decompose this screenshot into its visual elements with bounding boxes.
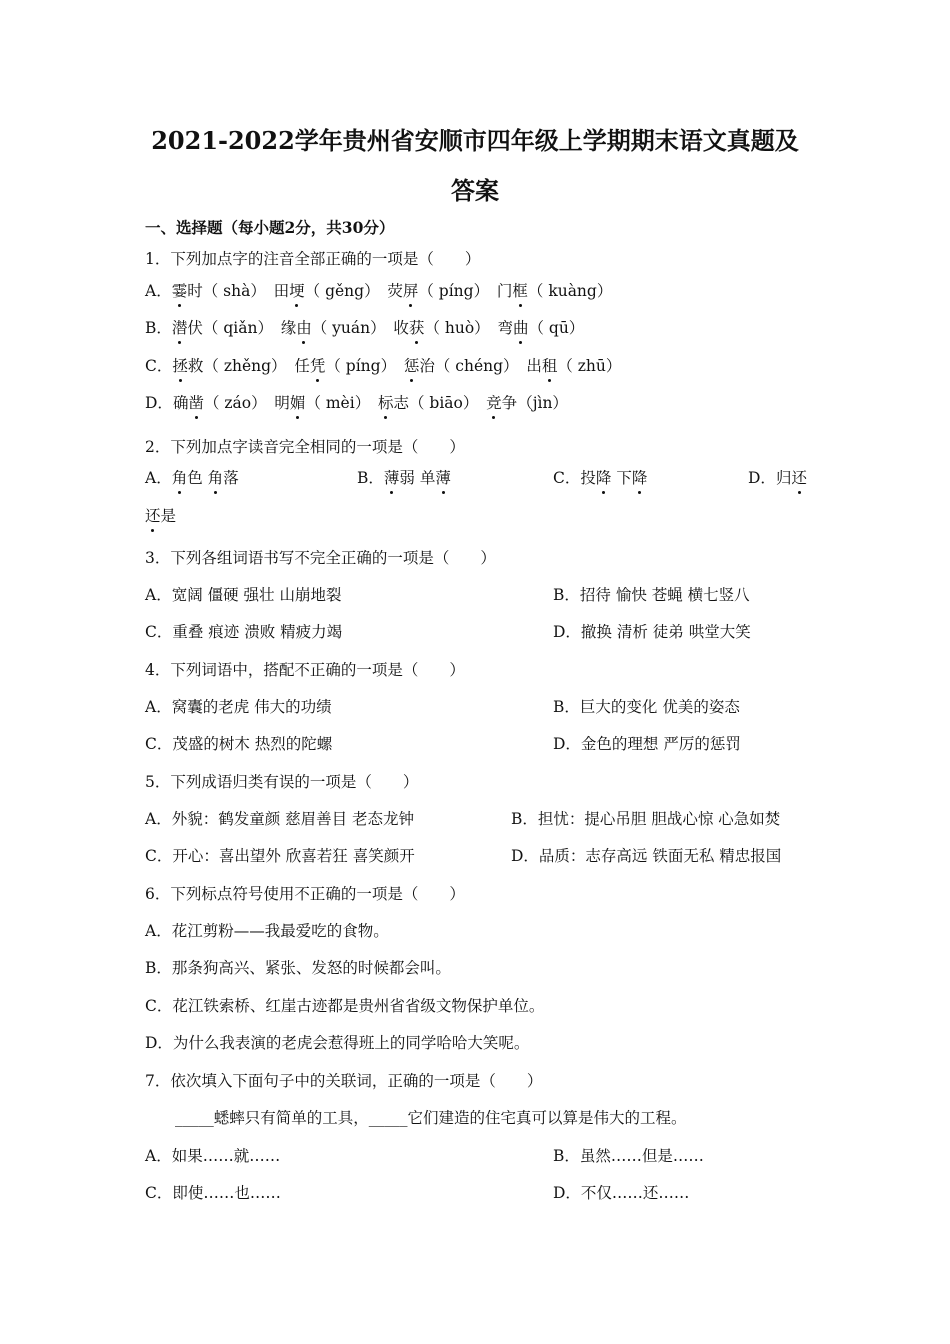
q6-option-c: C．花江铁索桥、红崖古迹都是贵州省省级文物保护单位。: [145, 997, 545, 1015]
q3-option-b: B．招待 愉快 苍蝇 横七竖八: [553, 586, 750, 604]
q7-option-a: A．如果……就……: [145, 1147, 281, 1165]
q2-option-a: A．角色 角落: [145, 469, 239, 487]
q3-stem: 3．下列各组词语书写不完全正确的一项是（ ）: [145, 549, 496, 567]
section-heading: 一、选择题（每小题2分，共30分）: [145, 218, 395, 237]
document-title-line1: 2021-2022学年贵州省安顺市四年级上学期期末语文真题及: [151, 126, 799, 155]
q4-option-d: D．金色的理想 严厉的惩罚: [553, 735, 741, 753]
q5-option-c: C．开心：喜出望外 欣喜若狂 喜笑颜开: [145, 847, 415, 865]
q1-option-d: D．确凿（ záo） 明媚（ mèi） 标志（ biāo） 竞争（jìn）: [145, 394, 568, 412]
q3-option-d: D．撤换 清析 徒弟 哄堂大笑: [553, 623, 751, 641]
q3-option-a: A．宽阔 僵硬 强壮 山崩地裂: [145, 586, 342, 604]
q6-option-a: A．花江剪粉——我最爱吃的食物。: [145, 922, 389, 940]
document-title-line2: 答案: [451, 176, 499, 205]
q7-option-b: B．虽然……但是……: [553, 1147, 704, 1165]
q6-option-d: D．为什么我表演的老虎会惹得班上的同学哈哈大笑呢。: [145, 1034, 530, 1052]
q5-stem: 5．下列成语归类有误的一项是（ ）: [145, 773, 419, 791]
q2-option-c: C．投降 下降: [553, 469, 648, 487]
q5-option-a: A．外貌：鹤发童颜 慈眉善目 老态龙钟: [145, 810, 415, 828]
q3-option-c: C．重叠 痕迹 溃败 精疲力竭: [145, 623, 343, 641]
q1-stem: 1．下列加点字的注音全部正确的一项是（ ）: [145, 250, 481, 268]
q1-option-a: A．霎时（ shà） 田埂（ gěng） 荧屏（ píng） 门框（ kuàng）: [145, 282, 613, 300]
q2-option-b: B．薄弱 单薄: [357, 469, 451, 487]
q2-option-d-part2: 还是: [145, 507, 177, 525]
q6-option-b: B．那条狗高兴、紧张、发怒的时候都会叫。: [145, 959, 451, 977]
q7-stem: 7．依次填入下面句子中的关联词，正确的一项是（ ）: [145, 1072, 543, 1090]
q5-option-b: B．担忧：提心吊胆 胆战心惊 心急如焚: [511, 810, 781, 828]
q7-option-d: D．不仅……还……: [553, 1184, 690, 1202]
q7-sentence: _____蟋蟀只有简单的工具，_____它们建造的住宅真可以算是伟大的工程。: [175, 1109, 687, 1127]
q4-option-a: A．窝囊的老虎 伟大的功绩: [145, 698, 332, 716]
q7-option-c: C．即使……也……: [145, 1184, 281, 1202]
q4-option-b: B．巨大的变化 优美的姿态: [553, 698, 740, 716]
q6-stem: 6．下列标点符号使用不正确的一项是（ ）: [145, 885, 465, 903]
q2-option-d-part1: D．归还: [748, 469, 807, 487]
q5-option-d: D．品质：志存高远 铁面无私 精忠报国: [511, 847, 782, 865]
q4-stem: 4．下列词语中，搭配不正确的一项是（ ）: [145, 661, 465, 679]
q1-option-b: B．潜伏（ qiǎn） 缘由（ yuán） 收获（ huò） 弯曲（ qū）: [145, 319, 585, 337]
q4-option-c: C．茂盛的树木 热烈的陀螺: [145, 735, 333, 753]
q1-option-c: C．拯救（ zhěng） 任凭（ píng） 惩治（ chéng） 出租（ zhū）: [145, 357, 622, 375]
q2-stem: 2．下列加点字读音完全相同的一项是（ ）: [145, 438, 465, 456]
